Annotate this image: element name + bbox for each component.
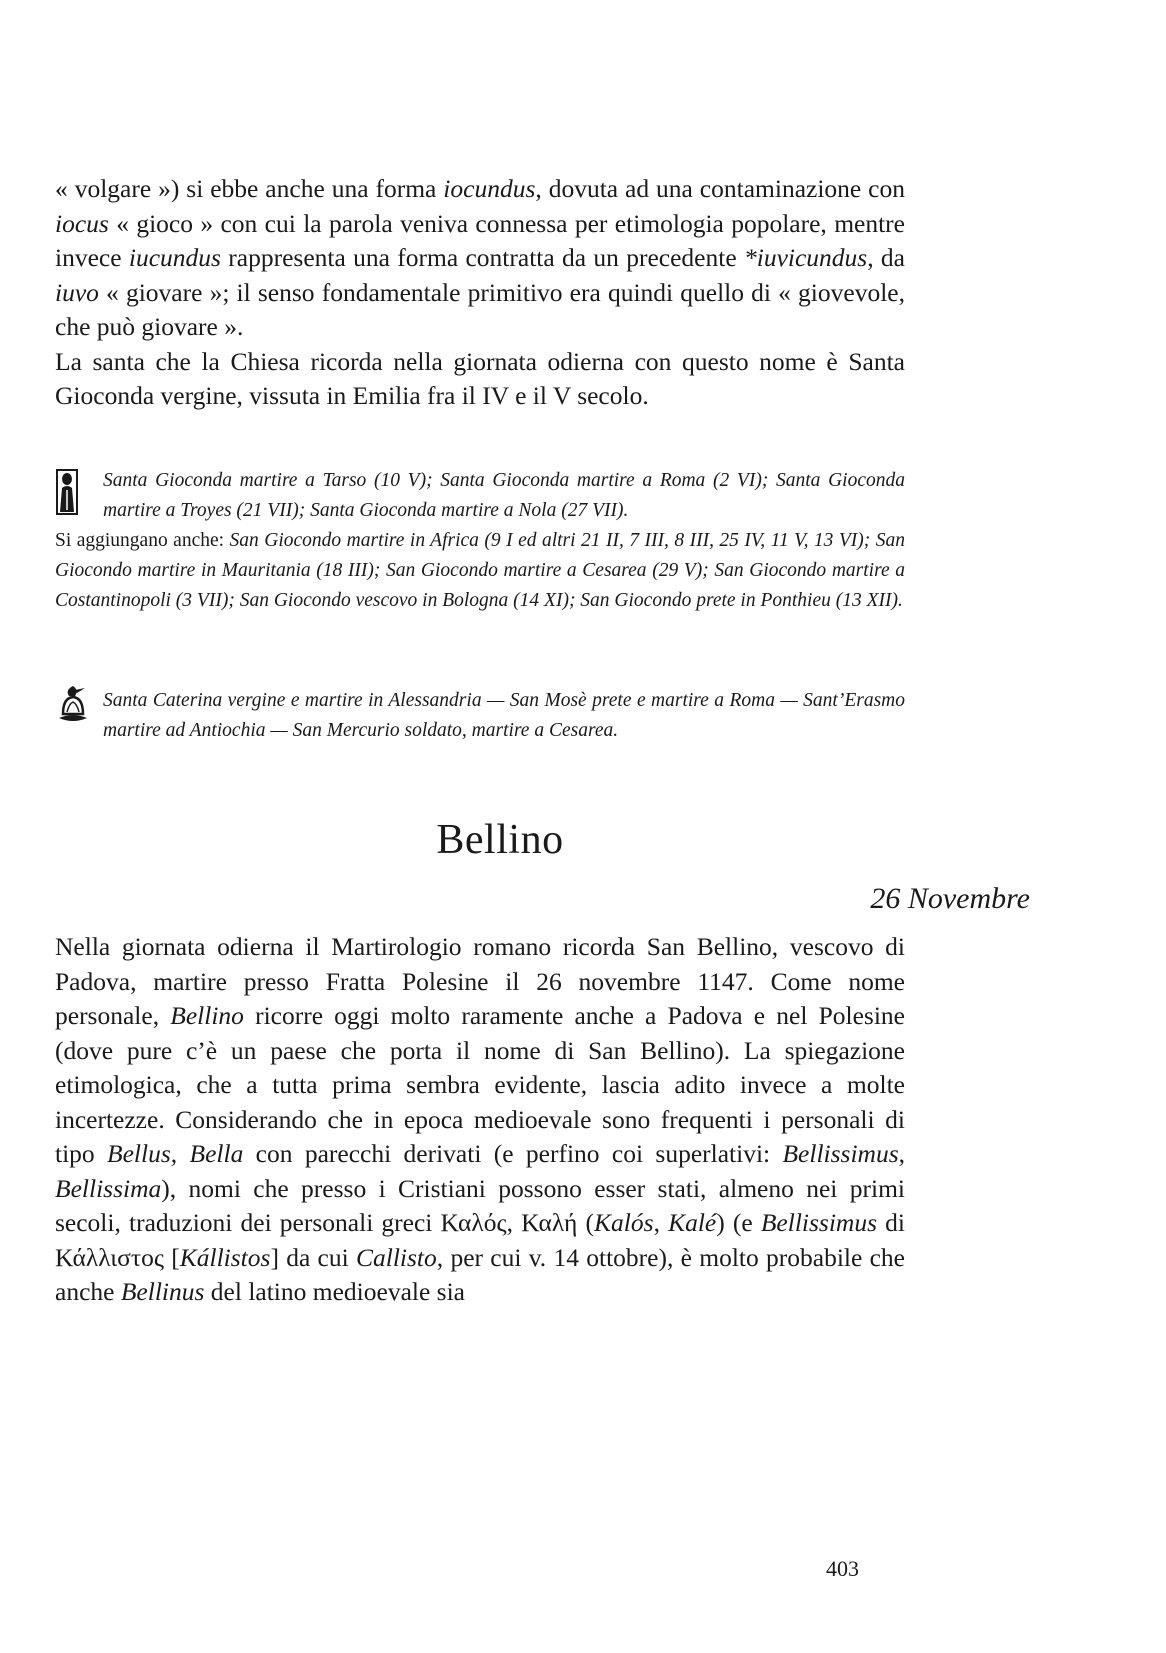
section-date: 26 Novembre [870,882,1030,915]
etymology-paragraph [55,172,905,414]
paragraph-gioconda-etymology: « volgare ») si ebbe anche una forma iocundus, dovuta ad una contaminazione con iocus « gioco » con cui la parola veniva connessa per etimologia popolare, mentre invece iucundus rappresenta una forma contratta da un precedente *iuvicundus, da iuvo « giovare »; il senso fondamentale primitivo era quindi quello di « giovevole, che può giovare ». [55,174,905,341]
martyrs-line: Santa Gioconda martire a Tarso (10 V); Santa Gioconda martire a Roma (2 VI); Santa Gioconda martire a Troyes (21 VII); Santa Gioconda martire a Nola (27 VII). [55,466,905,526]
section-title: Bellino [436,817,564,863]
pelican-emblem-icon [55,682,91,734]
additional-saints-line: Si aggiungano anche: San Giocondo martire in Africa (9 I ed altri 21 II, 7 III, 8 III, 25 IV, 11 V, 13 VI); San Giocondo martire in Mauritania (18 III); San Giocondo martire a Cesarea (29 V); San Giocondo martire a Costantinopoli (3 VII); San Giocondo vescovo in Bologna (14 XI); San Giocondo prete in Ponthieu (13 XII). [55,530,906,611]
paragraph-bellino: Nella giornata odierna il Martirologio romano ricorda San Bellino, vescovo di Padova, martire presso Fratta Polesine il 26 novembre 1147. Come nome personale, Bellino ricorre oggi molto raramente anche a Padova e nel Polesine (dove pure c’è un paese che porta il nome di San Bellino). La spiegazione etimologica, che a tutta prima sembra evidente, lascia adito invece a molte incertezze. Considerando che in epoca medioevale sono frequenti i personali di tipo Bellus, Bella con parecchi derivati (e perfino coi superlativi: Bellissimus, Bellissima), nomi che presso i Cristiani possono esser stati, almeno nei primi secoli, traduzioni dei personali greci Καλός, Καλή (Kalós, Kalé) (e Bellissimus di Κάλλιστος [Kállistos] da cui Callisto, per cui v. 14 ottobre), è molto probabile che anche Bellinus del latino medioevale sia [55,932,906,1306]
page-number: 403 [826,1556,859,1581]
feasts-line: Santa Caterina vergine e martire in Alessandria — San Mosè prete e martire a Roma — Sant’Erasmo martire ad Antiochia — San Mercurio soldato, martire a Cesarea. [55,686,905,746]
feasts-note [55,686,905,746]
paragraph-santa-gioconda: La santa che la Chiesa ricorda nella giornata odierna con questo nome è Santa Gioconda vergine, vissuta in Emilia fra il IV e il V secolo. [55,346,905,410]
bellino-paragraph [55,930,905,1310]
martyrs-note [55,466,905,616]
saint-figure-icon [55,468,79,526]
